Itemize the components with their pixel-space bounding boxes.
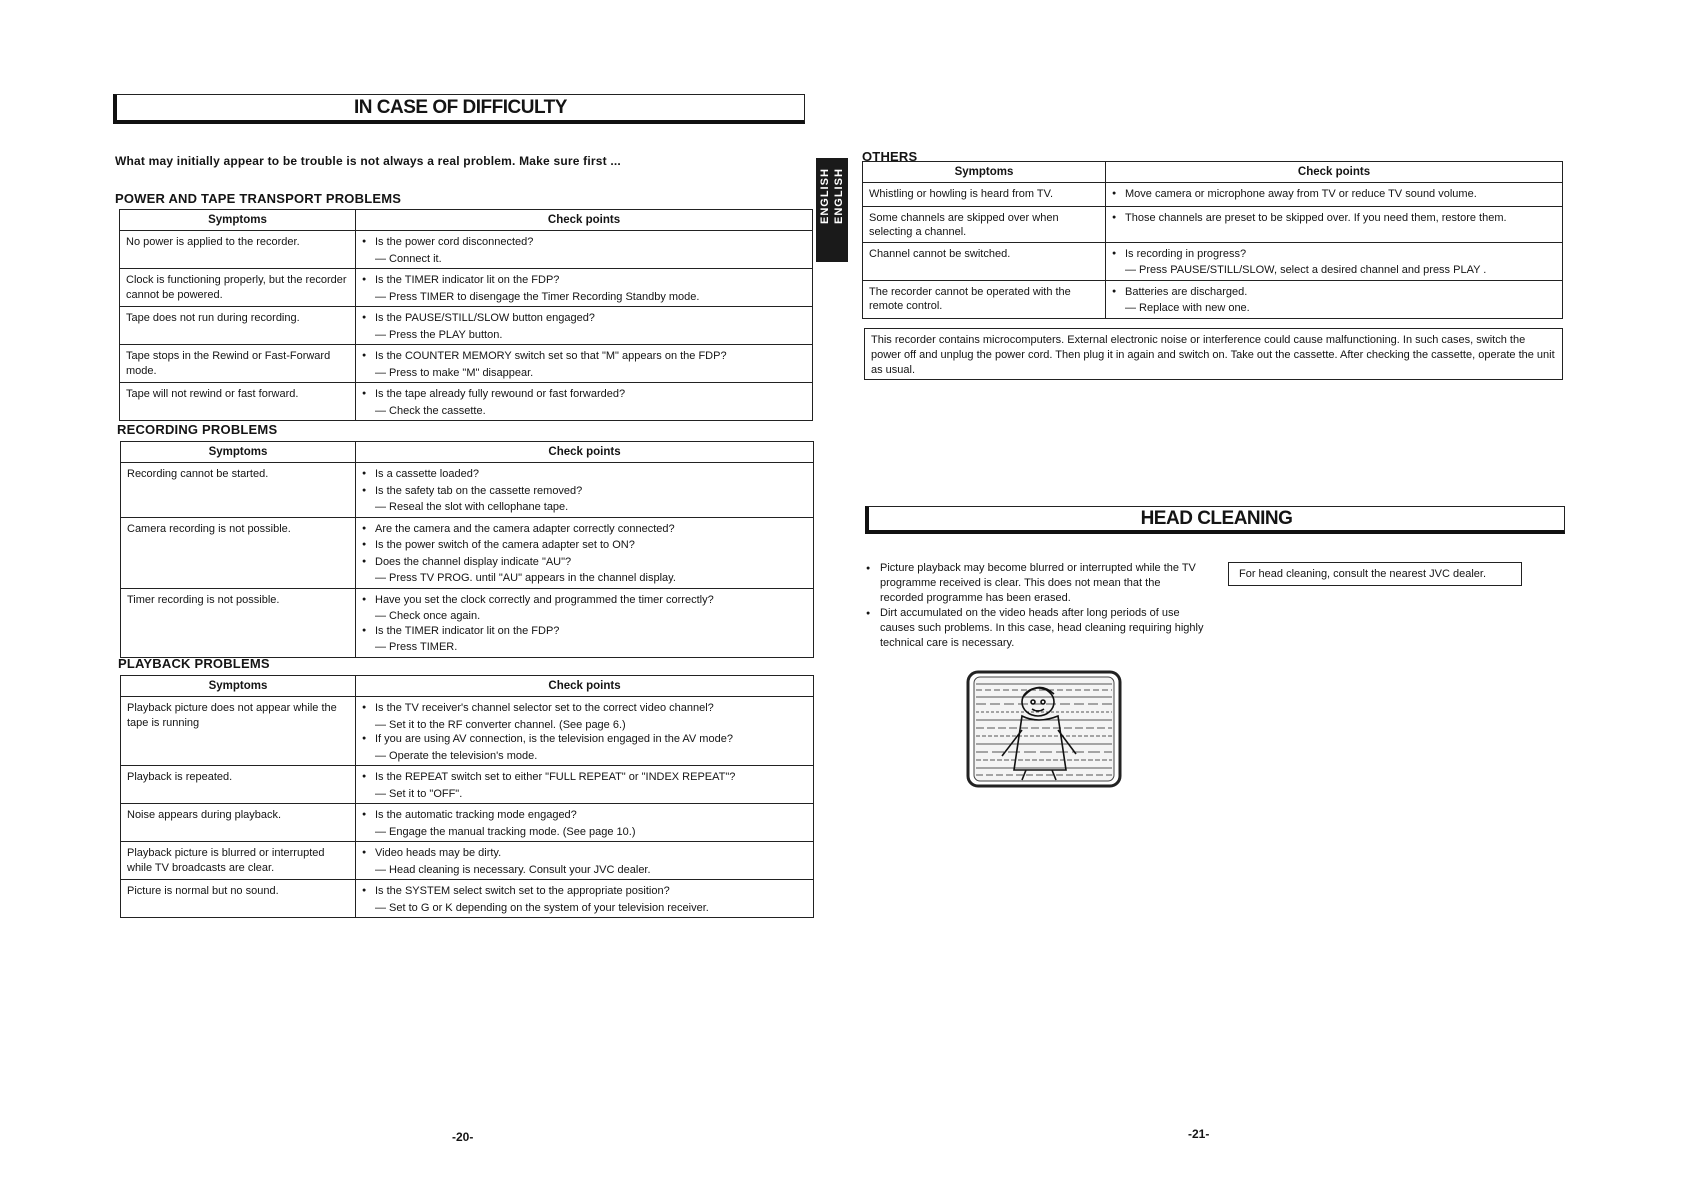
symptom-cell: Camera recording is not possible. bbox=[121, 517, 356, 588]
symptoms-header: Symptoms bbox=[121, 676, 356, 697]
check-question: ● Is the power cord disconnected? bbox=[362, 235, 806, 252]
check-question: ● Is the TIMER indicator lit on the FDP? bbox=[362, 273, 806, 290]
recording-problems-table bbox=[120, 441, 814, 658]
symptom-cell: Playback is repeated. bbox=[121, 766, 356, 804]
language-label: ENGLISH bbox=[819, 168, 831, 224]
symptom-cell: Playback picture is blurred or interrupted while TV broadcasts are clear. bbox=[121, 842, 356, 880]
checkpoint-cell bbox=[356, 345, 813, 383]
check-action: — Check the cassette. bbox=[375, 404, 486, 417]
page-number-left: -20- bbox=[452, 1130, 474, 1144]
symptom-cell: Tape does not run during recording. bbox=[120, 307, 356, 345]
check-question: ● Is the power switch of the camera adapter set to ON? bbox=[362, 538, 807, 555]
table-row bbox=[120, 383, 813, 421]
checkpoint-cell bbox=[356, 842, 814, 880]
table-row bbox=[121, 517, 814, 588]
check-question: ● If you are using AV connection, is the television engaged in the AV mode? bbox=[362, 732, 807, 749]
checkpoint-cell bbox=[1106, 280, 1563, 318]
check-question: ● Does the channel display indicate "AU"? bbox=[362, 555, 807, 572]
checkpoint-cell bbox=[356, 766, 814, 804]
checkpoint-cell bbox=[356, 269, 813, 307]
table-header-row bbox=[121, 442, 814, 463]
symptom-cell: Whistling or howling is heard from TV. bbox=[863, 183, 1106, 207]
table-row bbox=[121, 697, 814, 766]
check-action: — Set to G or K depending on the system of your television receiver. bbox=[375, 901, 709, 914]
check-question: ● Is the REPEAT switch set to either "FULL REPEAT" or "INDEX REPEAT"? bbox=[362, 770, 807, 787]
difficulty-title: IN CASE OF DIFFICULTY bbox=[354, 97, 567, 118]
table-row bbox=[120, 345, 813, 383]
table-row bbox=[121, 804, 814, 842]
language-label: ENGLISH bbox=[833, 168, 845, 224]
others-table bbox=[862, 161, 1563, 319]
table-row bbox=[863, 183, 1563, 207]
check-question: ● Is the TIMER indicator lit on the FDP? bbox=[362, 624, 807, 641]
microcomputer-notice: This recorder contains microcomputers. External electronic noise or interference could cause malfunctioning. In such cases, switch the power off and unplug the power cord. Then plug it in again and switch on. Take out the cassette. After checking the cassette, operate the unit as usual. bbox=[864, 328, 1563, 380]
symptoms-header: Symptoms bbox=[121, 442, 356, 463]
check-action: — Press to make "M" disappear. bbox=[375, 366, 534, 379]
checkpoints-header: Check points bbox=[356, 210, 813, 231]
list-item: ● Dirt accumulated on the video heads after long periods of use causes such problems. In this case, head cleaning requiring highly technical care is necessary. bbox=[864, 606, 1204, 651]
check-action: — Press TV PROG. until "AU" appears in the channel display. bbox=[375, 572, 676, 584]
symptom-cell: Clock is functioning properly, but the recorder cannot be powered. bbox=[120, 269, 356, 307]
recording-section-title: RECORDING PROBLEMS bbox=[117, 422, 278, 437]
check-question: ● Is the SYSTEM select switch set to the appropriate position? bbox=[362, 884, 807, 901]
check-action: — Press TIMER to disengage the Timer Recording Standby mode. bbox=[375, 290, 700, 303]
check-action: — Set it to "OFF". bbox=[375, 787, 463, 800]
list-item: ● Picture playback may become blurred or interrupted while the TV programme received is clear. This does not mean that the recorded programme has been erased. bbox=[864, 561, 1204, 606]
check-action: — Set it to the RF converter channel. (See page 6.) bbox=[375, 718, 626, 731]
page-number-right: -21- bbox=[1188, 1127, 1210, 1141]
difficulty-banner bbox=[113, 94, 805, 124]
check-question: ● Are the camera and the camera adapter correctly connected? bbox=[362, 522, 807, 539]
others-section-title: OTHERS bbox=[862, 149, 918, 164]
checkpoints-header: Check points bbox=[356, 676, 814, 697]
check-action: — Replace with new one. bbox=[1125, 302, 1250, 314]
check-question: ● Is recording in progress? bbox=[1112, 247, 1556, 264]
check-question: ● Is the PAUSE/STILL/SLOW button engaged? bbox=[362, 311, 806, 328]
symptom-cell: Playback picture does not appear while the tape is running bbox=[121, 697, 356, 766]
checkpoint-cell bbox=[1106, 242, 1563, 280]
symptom-cell: Noise appears during playback. bbox=[121, 804, 356, 842]
symptom-cell: Tape stops in the Rewind or Fast-Forward mode. bbox=[120, 345, 356, 383]
check-action: — Reseal the slot with cellophane tape. bbox=[375, 501, 569, 513]
intro-text: What may initially appear to be trouble is not always a real problem. Make sure first ... bbox=[115, 154, 621, 168]
checkpoint-cell bbox=[356, 463, 814, 518]
check-action: — Head cleaning is necessary. Consult your JVC dealer. bbox=[375, 863, 651, 876]
check-question: ● Have you set the clock correctly and programmed the timer correctly? bbox=[362, 593, 807, 610]
check-action: — Press TIMER. bbox=[375, 641, 458, 653]
symptom-cell: Channel cannot be switched. bbox=[863, 242, 1106, 280]
symptom-cell: Picture is normal but no sound. bbox=[121, 880, 356, 918]
head-cleaning-title: HEAD CLEANING bbox=[1140, 508, 1293, 529]
head-cleaning-bullets bbox=[864, 561, 1204, 651]
checkpoint-cell bbox=[356, 880, 814, 918]
table-row bbox=[121, 463, 814, 518]
check-question: ● Batteries are discharged. bbox=[1112, 285, 1556, 302]
check-question: ● Those channels are preset to be skipped over. If you need them, restore them. bbox=[1112, 211, 1556, 228]
checkpoints-header: Check points bbox=[1106, 162, 1563, 183]
check-question: ● Is the safety tab on the cassette removed? bbox=[362, 484, 807, 501]
check-action: — Check once again. bbox=[375, 610, 481, 622]
check-question: ● Move camera or microphone away from TV or reduce TV sound volume. bbox=[1112, 187, 1556, 204]
symptom-cell: No power is applied to the recorder. bbox=[120, 231, 356, 269]
checkpoint-cell bbox=[356, 697, 814, 766]
symptom-cell: Recording cannot be started. bbox=[121, 463, 356, 518]
tv-illustration bbox=[966, 670, 1122, 788]
table-row bbox=[120, 231, 813, 269]
symptom-cell: Some channels are skipped over when selecting a channel. bbox=[863, 206, 1106, 242]
check-action: — Connect it. bbox=[375, 252, 442, 265]
check-question: ● Is the automatic tracking mode engaged? bbox=[362, 808, 807, 825]
symptoms-header: Symptoms bbox=[863, 162, 1106, 183]
table-header-row bbox=[120, 210, 813, 231]
checkpoint-cell bbox=[356, 383, 813, 421]
table-row bbox=[120, 269, 813, 307]
symptom-cell: The recorder cannot be operated with the remote control. bbox=[863, 280, 1106, 318]
dealer-note: For head cleaning, consult the nearest JVC dealer. bbox=[1228, 562, 1522, 586]
head-cleaning-banner bbox=[865, 506, 1565, 534]
check-action: — Operate the television's mode. bbox=[375, 749, 538, 762]
symptoms-header: Symptoms bbox=[120, 210, 356, 231]
checkpoint-cell bbox=[356, 307, 813, 345]
check-action: — Press PAUSE/STILL/SLOW, select a desired channel and press PLAY . bbox=[1125, 264, 1487, 276]
check-question: ● Is the TV receiver's channel selector set to the correct video channel? bbox=[362, 701, 807, 718]
table-row bbox=[863, 242, 1563, 280]
check-question: ● Is a cassette loaded? bbox=[362, 467, 807, 484]
table-row bbox=[121, 842, 814, 880]
power-problems-table bbox=[119, 209, 813, 421]
symptom-cell: Timer recording is not possible. bbox=[121, 588, 356, 657]
check-action: — Press the PLAY button. bbox=[375, 328, 503, 341]
check-question: ● Is the COUNTER MEMORY switch set so that "M" appears on the FDP? bbox=[362, 349, 806, 366]
check-question: ● Is the tape already fully rewound or fast forwarded? bbox=[362, 387, 806, 404]
checkpoint-cell bbox=[356, 804, 814, 842]
checkpoints-header: Check points bbox=[356, 442, 814, 463]
table-row bbox=[121, 880, 814, 918]
playback-section-title: PLAYBACK PROBLEMS bbox=[118, 656, 270, 671]
power-section-title: POWER AND TAPE TRANSPORT PROBLEMS bbox=[115, 191, 402, 206]
checkpoint-cell bbox=[356, 231, 813, 269]
checkpoint-cell bbox=[356, 588, 814, 657]
symptom-cell: Tape will not rewind or fast forward. bbox=[120, 383, 356, 421]
checkpoint-cell bbox=[1106, 183, 1563, 207]
playback-problems-table bbox=[120, 675, 814, 918]
table-row bbox=[121, 766, 814, 804]
check-action: — Engage the manual tracking mode. (See page 10.) bbox=[375, 825, 636, 838]
checkpoint-cell bbox=[356, 517, 814, 588]
table-row bbox=[121, 588, 814, 657]
check-question: ● Video heads may be dirty. bbox=[362, 846, 807, 863]
table-row bbox=[120, 307, 813, 345]
table-header-row bbox=[121, 676, 814, 697]
language-tab bbox=[816, 158, 848, 262]
table-row bbox=[863, 206, 1563, 242]
table-header-row bbox=[863, 162, 1563, 183]
checkpoint-cell bbox=[1106, 206, 1563, 242]
table-row bbox=[863, 280, 1563, 318]
